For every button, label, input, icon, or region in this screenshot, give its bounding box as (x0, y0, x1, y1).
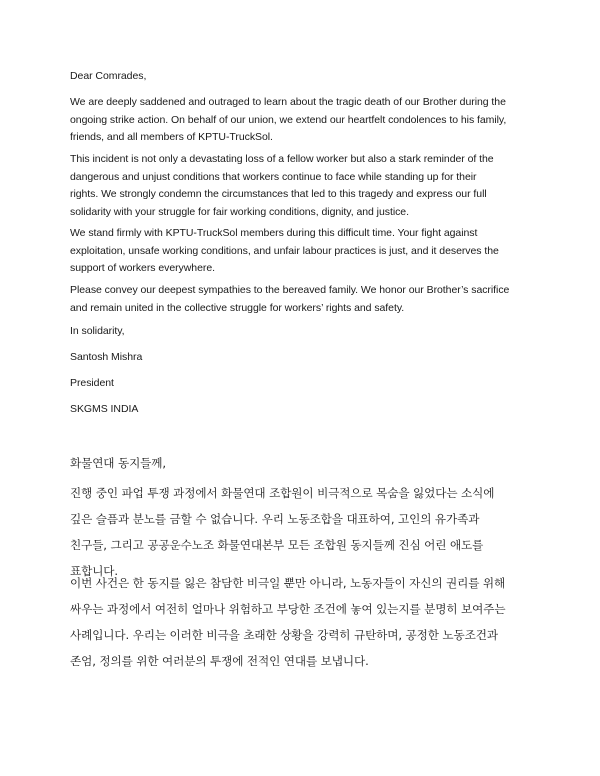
organization-name: SKGMS INDIA (70, 403, 139, 415)
paragraph-2 (70, 151, 538, 221)
paragraph-3 (70, 225, 538, 278)
korean-paragraph-1-line: 친구들, 그리고 공공운수노조 화물연대본부 모든 조합원 동지들께 진심 어린 애도를 (70, 538, 484, 552)
paragraph-2-line: This incident is not only a devastating loss of a fellow worker but also a stark reminder of the (70, 153, 494, 165)
paragraph-2-line: dangerous and unjust conditions that workers continue to face while standing up for their (70, 170, 477, 183)
paragraph-2-line: solidarity with your struggle for fair working conditions, dignity, and justice. (70, 205, 409, 218)
korean-greeting: 화물연대 동지들께, (70, 456, 166, 470)
closing: In solidarity, (70, 325, 125, 337)
paragraph-4 (70, 282, 538, 317)
korean-paragraph-2-line: 싸우는 과정에서 여전히 얼마나 위험하고 부당한 조건에 놓여 있는지를 분명히 보여주는 (70, 602, 506, 616)
paragraph-3-line: support of workers everywhere. (70, 262, 215, 274)
korean-paragraph-2-line: 사례입니다. 우리는 이러한 비극을 초래한 상황을 강력히 규탄하며, 공정한 노동조건과 (70, 628, 498, 642)
paragraph-1 (70, 94, 538, 147)
korean-paragraph-1-line: 깊은 슬픔과 분노를 금할 수 없습니다. 우리 노동조합을 대표하여, 고인의 유가족과 (70, 512, 480, 526)
paragraph-1-line: friends, and all members of KPTU-TruckSol. (70, 131, 273, 143)
korean-paragraph-2-line: 이번 사건은 한 동지를 잃은 참담한 비극일 뿐만 아니라, 노동자들이 자신의 권리를 위해 (70, 576, 506, 590)
korean-paragraph-1-line: 표합니다. (70, 564, 118, 578)
paragraph-3-line: exploitation, unsafe working conditions, and unfair labour practices is just, and it deserves the (70, 244, 499, 257)
korean-paragraph-1-line: 진행 중인 파업 투쟁 과정에서 화물연대 조합원이 비극적으로 목숨을 잃었다는 소식에 (70, 486, 495, 500)
korean-paragraph-2-line: 존엄, 정의를 위한 여러분의 투쟁에 전적인 연대를 보냅니다. (70, 654, 369, 668)
korean-paragraph-1 (70, 480, 540, 584)
paragraph-2-line: rights. We strongly condemn the circumstances that led to this tragedy and express our full (70, 188, 487, 200)
signatory-name: Santosh Mishra (70, 351, 143, 363)
korean-paragraph-2 (70, 570, 540, 674)
paragraph-1-line: ongoing strike action. On behalf of our union, we extend our heartfelt condolences to his family, (70, 113, 507, 126)
paragraph-3-line: We stand firmly with KPTU-TruckSol members during this difficult time. Your fight against (70, 227, 478, 239)
greeting: Dear Comrades, (70, 70, 147, 82)
paragraph-1-line: We are deeply saddened and outraged to learn about the tragic death of our Brother during the (70, 96, 506, 108)
paragraph-4-line: Please convey our deepest sympathies to the bereaved family. We honor our Brother’s sacrifice (70, 284, 510, 296)
paragraph-4-line: and remain united in the collective struggle for workers’ rights and safety. (70, 301, 405, 314)
signatory-title: President (70, 377, 114, 389)
